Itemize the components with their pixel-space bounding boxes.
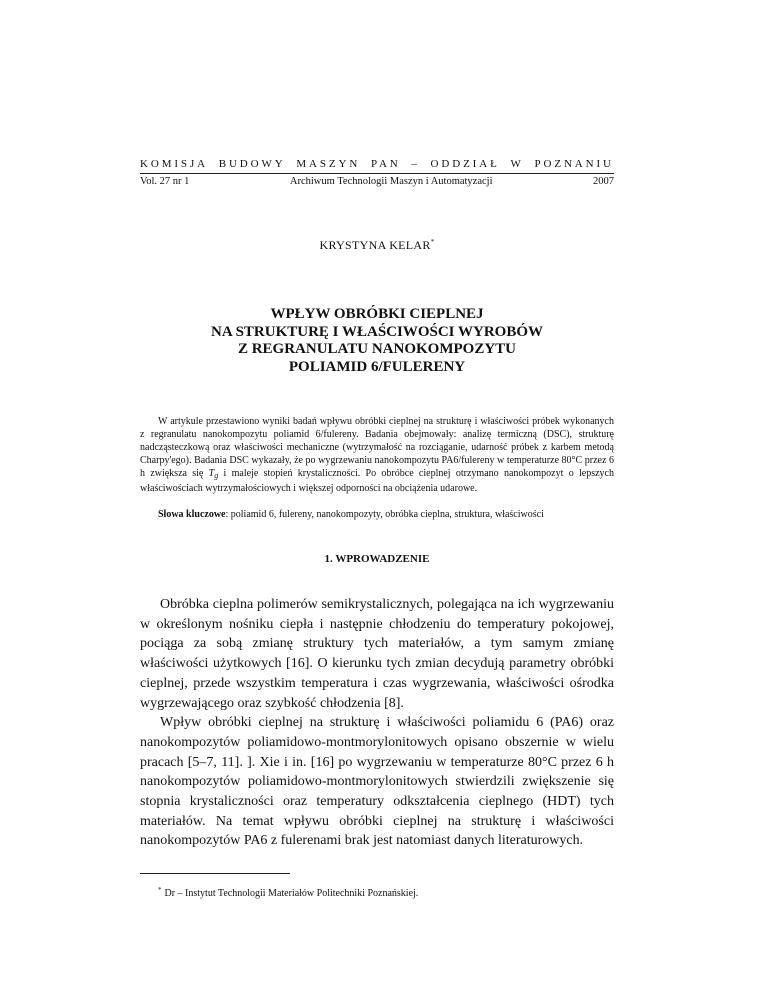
header-word: BUDOWY bbox=[218, 158, 286, 170]
abstract bbox=[140, 415, 614, 495]
volume-label: Vol. 27 nr 1 bbox=[140, 176, 190, 187]
journal-header bbox=[140, 158, 614, 170]
title-line: Z REGRANULATU NANOKOMPOZYTU bbox=[237, 341, 517, 357]
journal-name: Archiwum Technologii Maszyn i Automatyzacji bbox=[289, 176, 493, 187]
paper-page bbox=[140, 158, 614, 899]
tg-subscript: g bbox=[214, 471, 219, 480]
abstract-text: W artykule przestawiono wyniki badań wpływu obróbki cieplnej na strukturę i właściwości próbek wykonanych z regranulatu nanokompozytu poliamid 6/fulereny. Badania obejmowały: analizę termiczną (DSC), strukturę nadcząsteczkową oraz właściwości mechaniczne (wytrzymałość na rozciąganie, udarność próbek z karbem metodą Charpy'ego). Badania DSC wykazały, że po wygrzewaniu nanokompozytu PA6/fulereny w temperaturze 80°C przez 6 h zwiększa się bbox=[140, 416, 614, 479]
paragraph: Wpływ obróbki cieplnej na strukturę i właściwości poliamidu 6 (PA6) oraz nanokompozytów poliamidowo-montmorylonitowych opisano obszernie w wielu pracach [5–7, 11]. ]. Xie i in. [16] po wygrzewaniu w temperaturze 80°C przez 6 h nanokompozytów poliamidowo-montmorylonitowych stwierdzili zwiększenie się stopnia krystaliczności oraz temperatury odkształcenia cieplnego (HDT) tych materiałów. Na temat wpływu obróbki cieplnej na strukturę i właściwości nanokompozytów PA6 z fulerenami brak jest natomiast danych literaturowych. bbox=[140, 715, 614, 849]
abstract-text-end: i maleje stopień krystaliczności. Po obróbce cieplnej otrzymano nanokompozyt o lepszych właściwościach wytrzymałościowych i większej odporności na obciążenia udarowe. bbox=[140, 468, 614, 494]
keywords-text: : poliamid 6, fulereny, nanokompozyty, obróbka cieplna, struktura, właściwości bbox=[225, 509, 544, 520]
tg-symbol: T bbox=[208, 468, 215, 479]
author-name: KRYSTYNA KELAR bbox=[319, 238, 431, 252]
header-word: – bbox=[411, 158, 420, 170]
body-text bbox=[140, 595, 614, 851]
footnote-mark: * bbox=[158, 886, 162, 895]
header-word: ODDZIAŁ bbox=[430, 158, 500, 170]
header-word: KOMISJA bbox=[140, 158, 208, 170]
footnote-rule bbox=[140, 873, 290, 874]
year-label: 2007 bbox=[593, 176, 614, 187]
header-word: W bbox=[510, 158, 524, 170]
journal-meta-row bbox=[140, 176, 614, 187]
author-line bbox=[140, 238, 614, 253]
title-line: POLIAMID 6/FULERENY bbox=[288, 358, 466, 375]
footnote-text: Dr – Instytut Technologii Materiałów Politechniki Poznańskiej. bbox=[164, 888, 419, 900]
header-rule bbox=[140, 173, 614, 174]
author-footnote-mark: * bbox=[430, 238, 435, 246]
header-word: MASZYN bbox=[296, 158, 361, 170]
title-line: NA STRUKTURĘ I WŁAŚCIWOŚCI WYROBÓW bbox=[210, 323, 544, 340]
title-line: WPŁYW OBRÓBKI CIEPLNEJ bbox=[270, 306, 484, 322]
paragraph: Obróbka cieplna polimerów semikrystalicznych, polegająca na ich wygrzewaniu w określonym nośniku ciepła i następnie chłodzeniu do temperatury pokojowej, pociąga za sobą zmianę struktury tych materiałów, a tym samym zmianę właściwości użytkowych [16]. O kierunku tych zmian decydują parametry obróbki cieplnej, przede wszystkim temperatura i czas wygrzewania, właściwości ośrodka wygrzewającego oraz szybkość chłodzenia [8]. bbox=[140, 597, 614, 711]
footnote bbox=[140, 886, 614, 899]
keywords-label: Słowa kluczowe bbox=[158, 509, 226, 520]
header-word: POZNANIU bbox=[534, 158, 614, 170]
section-heading: 1. WPROWADZENIE bbox=[324, 553, 430, 565]
header-word: PAN bbox=[370, 158, 401, 170]
keywords bbox=[140, 509, 614, 520]
paper-title bbox=[140, 306, 614, 376]
